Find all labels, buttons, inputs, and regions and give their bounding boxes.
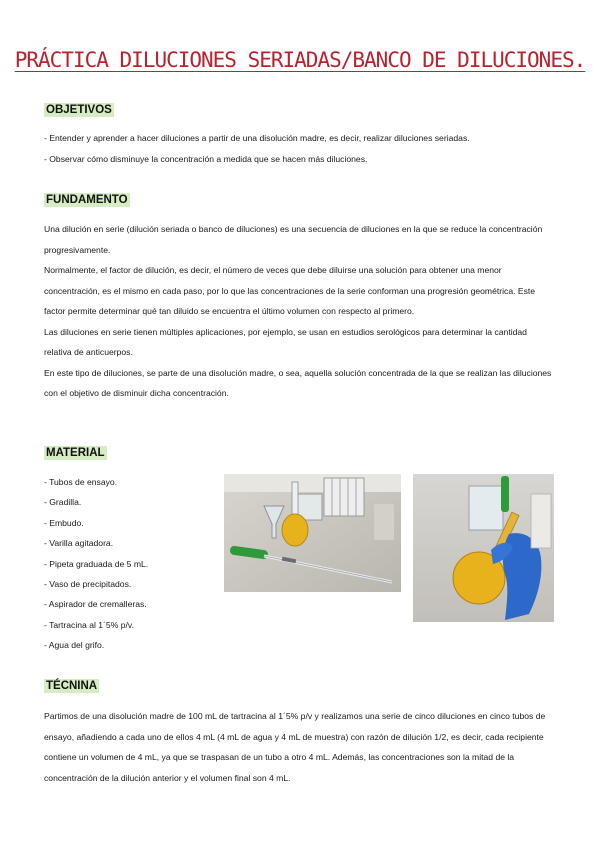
fundamento-text [44,219,556,404]
fundamento-paragraph-3: Las diluciones en serie tienen múltiples aplicaciones, por ejemplo, se usan en estudios serológicos para determinar la cantidad relativa de anticuerpos. [44,326,527,357]
objetivo-item-2: - Observar cómo disminuye la concentración a medida que se hacen más diluciones. [44,154,368,164]
flask-hand-photo [413,474,554,622]
material-list [44,472,148,656]
material-item: - Vaso de precipitados. [44,579,132,590]
material-heading: MATERIAL [46,447,105,459]
lab-bench-photo [224,474,401,592]
fundamento-paragraph-2: Normalmente, el factor de dilución, es decir, el número de veces que debe diluirse una solución para obtener una menor concentración, es el mismo en cada paso, por lo que las concentraciones de la serie conforman una progresión geométrica. Este factor permite determinar qué tan diluido se encuentra el último volumen con respecto al primero. [44,265,536,316]
fundamento-heading: FUNDAMENTO [46,194,128,206]
material-item: - Tartracina al 1´5% p/v. [44,619,134,630]
objetivo-item-1: - Entender y aprender a hacer diluciones a partir de una disolución madre, es decir, realizar diluciones seriadas. [44,133,470,143]
material-item: - Embudo. [44,517,84,528]
material-item: - Pipeta graduada de 5 mL. [44,558,149,569]
page-title: PRÁCTICA DILUCIONES SERIADAS/BANCO DE DILUCIONES. [14,48,586,72]
material-item: - Agua del grifo. [44,640,105,651]
objetivos-heading: OBJETIVOS [46,104,112,116]
tecnina-paragraph: Partimos de una disolución madre de 100 mL de tartracina al 1´5% p/v y realizamos una serie de cinco diluciones en cinco tubos de ensayo, añadiendo a cada uno de ellos 4 mL (4 mL de agua y 4 mL de muestra) con razón de dilución 1/2, es decir, cada recipiente contiene un volumen de 4 mL, ya que se traspasan de un tubo a otro 4 mL. Además, las concentraciones son la mitad de la concentración de la dilución anterior y el volumen final son 4 mL. [44,711,546,783]
material-item: - Varilla agitadora. [44,538,114,549]
material-item: - Tubos de ensayo. [44,477,118,487]
fundamento-paragraph-4: En este tipo de diluciones, se parte de una disolución madre, o sea, aquella solución concentrada de la que se realizan las diluciones con el objetivo de disminuir dicha concentración. [44,367,552,398]
material-item: - Gradilla. [44,497,82,508]
fundamento-paragraph-1: Una dilución en serie (dilución seriada o banco de diluciones) es una secuencia de diluciones en la que se reduce la concentración progresivamente. [44,224,543,255]
tecnina-heading: TÉCNINA [46,680,98,692]
material-item: - Aspirador de cremalleras. [44,599,147,610]
